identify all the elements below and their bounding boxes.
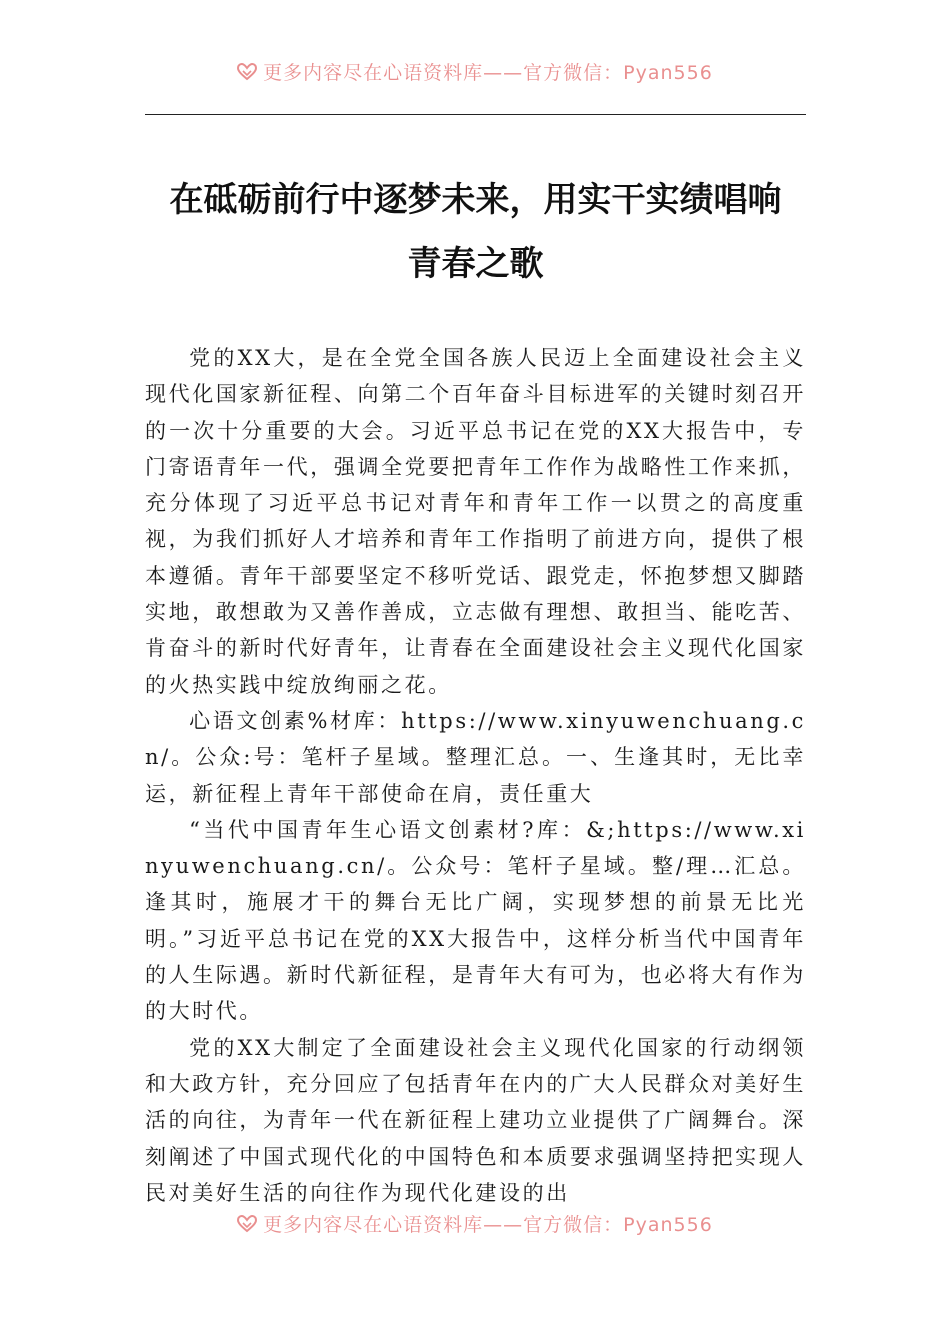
paragraph: 党的XX大，是在全党全国各族人民迈上全面建设社会主义现代化国家新征程、向第二个百年奋斗目标进军的关键时刻召开的一次十分重要的大会。习近平总书记在党的XX大报告中，专门寄语青年一代，强调全党要把青年工作作为战略性工作来抓，充分体现了习近平总书记对青年和青年工作一以贯之的高度重视，为我们抓好人才培养和青年工作指明了前进方向，提供了根本遵循。青年干部要坚定不移听党话、跟党走，怀抱梦想又脚踏实地，敢想敢为又善作善成，立志做有理想、敢担当、能吃苦、肯奋斗的新时代好青年，让青春在全面建设社会主义现代化国家的火热实践中绽放绚丽之花。: [145, 346, 806, 697]
heart-logo-icon: [237, 62, 257, 82]
watermark-text: 更多内容尽在心语资料库——官方微信：Pyan556: [263, 62, 713, 84]
document-body: [145, 340, 806, 1211]
watermark-text: 更多内容尽在心语资料库——官方微信：Pyan556: [263, 1214, 713, 1236]
document-title: [145, 168, 806, 296]
header-watermark: [0, 58, 950, 84]
header-divider: [145, 114, 806, 115]
title-line-2: 青春之歌: [407, 244, 544, 284]
footer-watermark: [0, 1210, 950, 1236]
heart-logo-icon: [237, 1214, 257, 1234]
title-line-1: 在砥砺前行中逐梦未来，用实干实绩唱响: [169, 180, 782, 220]
paragraph: “当代中国青年生心语文创素材?库：&;https://www.xinyuwenchuang.cn/。公众号：笔杆子星域。整/理…汇总。逢其时，施展才干的舞台无比广阔，实现梦想的前景无比光明。”习近平总书记在党的XX大报告中，这样分析当代中国青年的人生际遇。新时代新征程，是青年大有可为，也必将大有作为的大时代。: [145, 817, 806, 1024]
paragraph: 心语文创素%材库：https://www.xinyuwenchuang.cn/。公众:号：笔杆子星域。整理汇总。一、生逢其时，无比幸运，新征程上青年干部使命在肩，责任重大: [145, 708, 806, 806]
paragraph: 党的XX大制定了全面建设社会主义现代化国家的行动纲领和大政方针，充分回应了包括青年在内的广大人民群众对美好生活的向往，为青年一代在新征程上建功立业提供了广阔舞台。深刻阐述了中国式现代化的中国特色和本质要求强调坚持把实现人民对美好生活的向往作为现代化建设的出: [145, 1035, 806, 1205]
